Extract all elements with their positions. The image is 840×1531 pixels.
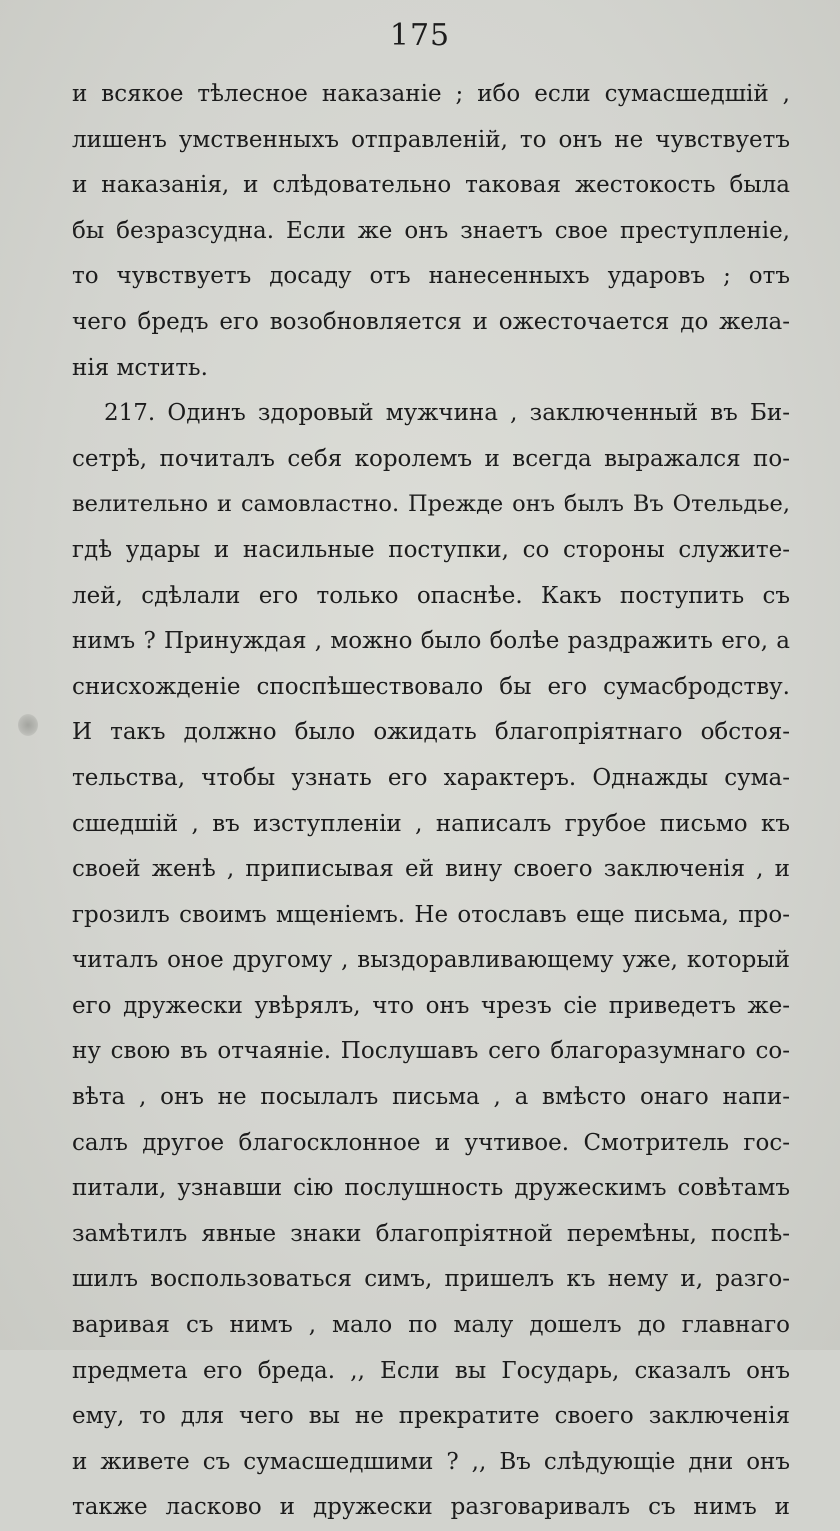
body-text	[72, 72, 790, 1531]
text-line: тельства, чтобы узнать его характеръ. Однажды сума-	[72, 764, 790, 791]
text-line: варивая съ нимъ , мало по малу дошелъ до главнаго	[72, 1312, 790, 1339]
text-line: лей, сдѣлали его только опаснѣе. Какъ поступить съ	[72, 582, 790, 609]
text-line: грозилъ своимъ мщеніемъ. Не отославъ еще письма, про-	[72, 901, 790, 928]
text-line: шилъ воспользоваться симъ, пришелъ къ нему и, разго-	[72, 1266, 790, 1293]
text-line: и живете съ сумасшедшими ? ,, Въ слѣдующіе дни онъ	[72, 1448, 790, 1475]
text-line: сшедшій , въ изступленіи , написалъ грубое письмо къ	[72, 810, 790, 837]
text-line: сетрѣ, почиталъ себя королемъ и всегда выражался по-	[72, 445, 790, 472]
text-line: чего бредъ его возобновляется и ожесточается до жела-	[72, 308, 790, 335]
text-line: и наказанія, и слѣдовательно таковая жестокость была	[72, 172, 790, 199]
text-line: салъ другое благосклонное и учтивое. Смотритель гос-	[72, 1129, 790, 1156]
text-line: гдѣ удары и насильные поступки, со стороны служите-	[72, 536, 790, 563]
ink-blot	[18, 714, 38, 736]
text-line: нія мстить.	[72, 354, 208, 381]
text-line: питали, узнавши сію послушность дружескимъ совѣтамъ	[72, 1175, 790, 1202]
page-number: 175	[389, 18, 451, 53]
text-line: то чувствуетъ досаду отъ нанесенныхъ ударовъ ; отъ	[72, 263, 790, 290]
text-line: лишенъ умственныхъ отправленій, то онъ не чувствуетъ	[72, 126, 790, 153]
text-line: также ласково и дружески разговаривалъ съ нимъ и	[72, 1494, 790, 1521]
text-line: вѣта , онъ не посылалъ письма , а вмѣсто онаго напи-	[72, 1084, 790, 1111]
text-line: его дружески увѣрялъ, что онъ чрезъ сіе приведетъ же-	[72, 992, 790, 1019]
text-line: и всякое тѣлесное наказаніе ; ибо если сумасшедшій ,	[72, 81, 790, 107]
text-line: читалъ оное другому , выздоравливающему уже, который	[72, 947, 790, 974]
text-line: велительно и самовластно. Прежде онъ былъ Въ Отельдье,	[72, 491, 790, 518]
text-line: ну свою въ отчаяніе. Послушавъ сего благоразумнаго со-	[72, 1038, 790, 1065]
paragraph-start-line: 217. Одинъ здоровый мужчина , заключенный въ Би-	[104, 400, 790, 427]
text-line: бы безразсудна. Если же онъ знаетъ свое преступленіе,	[72, 217, 790, 244]
text-line: замѣтилъ явные знаки благопріятной перемѣны, поспѣ-	[72, 1220, 790, 1247]
text-line: И такъ должно было ожидать благопріятнаго обстоя-	[72, 719, 790, 746]
text-line: предмета его бреда. ,, Если вы Государь, сказалъ онъ	[72, 1357, 790, 1384]
text-line: ему, то для чего вы не прекратите своего заключенія	[72, 1403, 790, 1430]
text-line: своей женѣ , приписывая ей вину своего заключенія , и	[72, 856, 790, 883]
text-line: снисхожденіе споспѣшествовало бы его сумасбродству.	[72, 673, 790, 700]
text-line: нимъ ? Принуждая , можно было болѣе раздражить его, а	[72, 628, 790, 655]
